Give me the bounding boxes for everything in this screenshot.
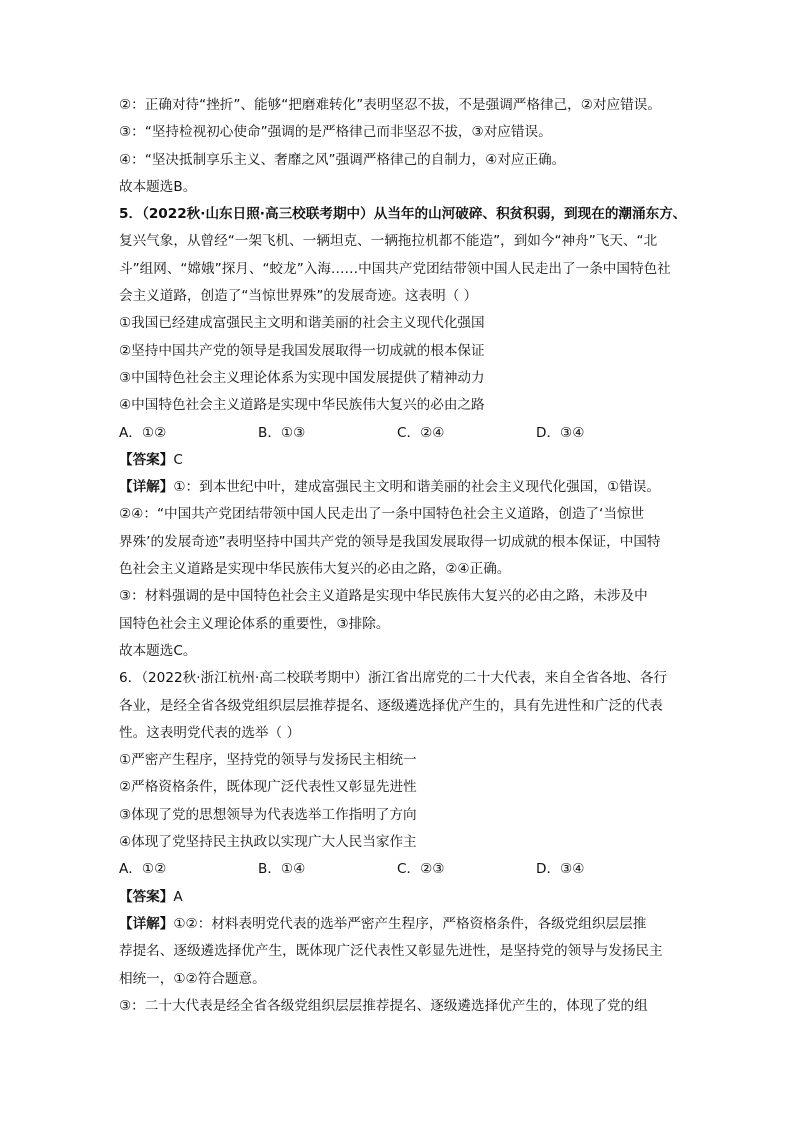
detail-text: ①：到本世纪中叶，建成富强民主文明和谐美丽的社会主义现代化强国，①错误。 — [173, 479, 660, 496]
question-6-detail-line: 荐提名、逐级遴选择优产生，既体现广泛代表性又彰显先进性，是坚持党的领导与发扬民主 — [119, 943, 663, 960]
option-a: A．①② — [119, 424, 167, 441]
question-6-statement: ①严密产生程序，坚持党的领导与发扬民主相统一 — [119, 752, 417, 769]
question-6-answer — [119, 884, 679, 911]
document-content — [119, 92, 687, 1020]
question-6-stem-line: 6．（2022秋·浙江杭州·高二校联考期中）浙江省出席党的二十大代表，来自全省各地、各行 — [119, 670, 668, 687]
question-6-statement: ②严格资格条件，既体现广泛代表性又彰显先进性 — [119, 779, 417, 796]
question-6-detail-line: ③：二十大代表是经全省各级党组织层层推荐提名、逐级遴选择优产生的，体现了党的组 — [119, 997, 648, 1014]
question-6-statement: ③体现了党的思想领导为代表选举工作指明了方向 — [119, 806, 417, 823]
detail-label: 【详解】 — [119, 915, 174, 932]
question-6-stem-line: 性。这表明党代表的选举（ ） — [119, 724, 301, 741]
question-5-detail-line: 色社会主义道路是实现中华民族伟大复兴的必由之路，②④正确。 — [119, 561, 511, 578]
option-a: A．①② — [119, 861, 167, 878]
option-c: C．②④ — [397, 424, 445, 441]
detail-text: ①②：材料表明党代表的选举严密产生程序，严格资格条件，各级党组织层层推 — [173, 915, 647, 932]
question-5-detail-line: ②④：“中国共产党团结带领中国人民走出了一条中国特色社会主义道路，创造了‘当惊世 — [119, 506, 645, 523]
answer-value: C — [173, 451, 183, 468]
analysis-line: ③：“坚持检视初心使命”强调的是严格律己而非坚忍不拔，③对应错误。 — [119, 124, 552, 141]
question-6-statement: ④体现了党坚持民主执政以实现广大人民当家作主 — [119, 834, 417, 851]
conclusion-line: 故本题选B。 — [119, 178, 197, 195]
question-5-statement: ①我国已经建成富强民主文明和谐美丽的社会主义现代化强国 — [119, 315, 485, 332]
question-5-stem-line: 会主义道路，创造了“当惊世界殊”的发展奇迹。这表明（ ） — [119, 288, 478, 305]
analysis-line: ②：正确对待“挫折”、能够“把磨难转化”表明坚忍不拔，不是强调严格律己，②对应错误。 — [119, 97, 661, 113]
question-5-statement: ②坚持中国共产党的领导是我国发展取得一切成就的根本保证 — [119, 342, 485, 359]
answer-value: A — [173, 888, 183, 905]
question-5-statement: ④中国特色社会主义道路是实现中华民族伟大复兴的必由之路 — [119, 397, 485, 414]
analysis-line: ④：“坚决抵制享乐主义、奢靡之风”强调严格律己的自制力，④对应正确。 — [119, 151, 566, 168]
option-b: B．①③ — [258, 424, 306, 441]
question-5-stem-text: 5．（2022秋·山东日照·高三校联考期中）从当年的山河破碎、积贫积弱，到现在的潮涌东方、 — [119, 206, 687, 223]
option-c: C．②③ — [397, 861, 445, 878]
option-b: B．①④ — [258, 861, 306, 878]
question-6-detail-line: 相统一，①②符合题意。 — [119, 970, 266, 987]
answer-label: 【答案】 — [119, 451, 174, 468]
question-5-statement: ③中国特色社会主义理论体系为实现中国发展提供了精神动力 — [119, 369, 485, 386]
answer-label: 【答案】 — [119, 888, 174, 905]
question-5-detail-line: 界殊’的发展奇迹”表明坚持中国共产党的领导是我国发展取得一切成就的根本保证，中国特 — [119, 533, 661, 550]
question-5-detail-line: ③：材料强调的是中国特色社会主义道路是实现中华民族伟大复兴的必由之路，未涉及中 — [119, 588, 648, 605]
question-5-stem-line: 复兴气象，从曾经“一架飞机、一辆坦克、一辆拖拉机都不能造”，到如今“神舟”飞天、“北 — [119, 233, 658, 250]
question-5-conclusion: 故本题选C。 — [119, 642, 197, 659]
question-6-options — [119, 856, 679, 883]
question-5-stem-line: 斗”组网、“嫦娥”探月、“蛟龙”入海……中国共产党团结带领中国人民走出了一条中国特色社 — [119, 260, 671, 277]
question-6-stem-line: 各业，是经全省各级党组织层层推荐提名、逐级遴选择优产生的，具有先进性和广泛的代表 — [119, 697, 663, 714]
option-d: D．③④ — [536, 861, 585, 878]
question-6-detail-first — [119, 911, 679, 938]
question-5-stem-line — [119, 201, 687, 228]
detail-label: 【详解】 — [119, 479, 174, 496]
question-5-detail-line: 国特色社会主义理论体系的重要性，③排除。 — [119, 615, 390, 632]
question-5-detail-first — [119, 474, 679, 501]
question-5-answer — [119, 447, 679, 474]
question-5-options — [119, 420, 679, 447]
option-d: D．③④ — [536, 424, 585, 441]
